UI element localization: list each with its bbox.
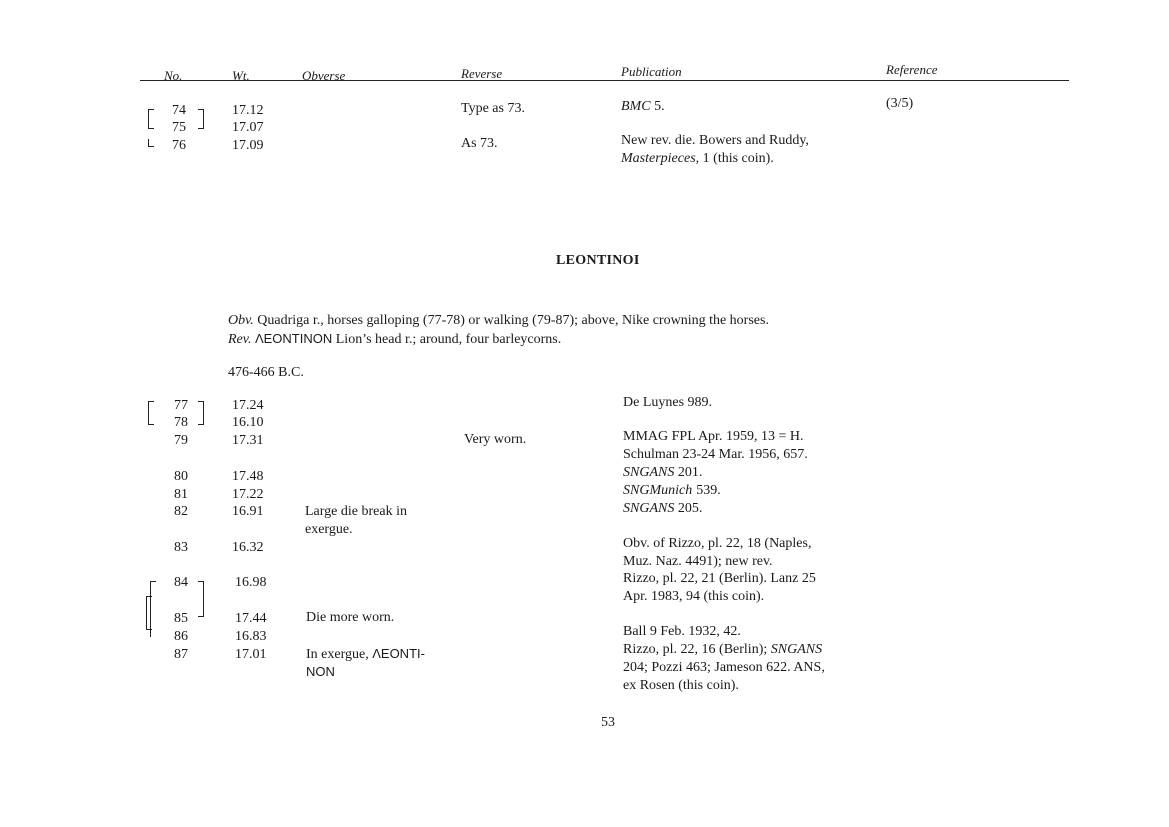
header-obverse: Obverse	[302, 68, 346, 83]
row-74-publication: BMC 5.	[621, 99, 665, 114]
row-87-obverse-line2: NON	[306, 664, 335, 679]
page-number: 53	[601, 715, 615, 730]
die-link-bracket-corner	[148, 139, 154, 147]
row-79-publication-line2: Schulman 23-24 Mar. 1956, 657.	[623, 447, 808, 462]
row-87-obverse-line1: In exergue, ΛEONTI-	[306, 646, 425, 662]
row-78-no: 78	[174, 415, 188, 430]
row-87-no: 87	[174, 647, 188, 662]
row-85-obverse: Die more worn.	[306, 610, 395, 625]
row-79-no: 79	[174, 433, 188, 448]
row-87-publication-line2: 204; Pozzi 463; Jameson 622. ANS,	[623, 660, 825, 675]
die-link-bracket-right	[198, 581, 204, 617]
row-79-publication-line1: MMAG FPL Apr. 1959, 13 = H.	[623, 429, 804, 444]
row-82-wt: 16.91	[232, 504, 264, 519]
die-link-bracket-right	[198, 401, 204, 425]
row-76-reverse: As 73.	[461, 136, 498, 151]
row-77-no: 77	[174, 398, 188, 413]
obverse-description: Obv. Quadriga r., horses galloping (77-78) or walking (79-87); above, Nike crowning the horses.	[228, 313, 769, 328]
row-84-publication-line2: Apr. 1983, 94 (this coin).	[623, 589, 765, 604]
row-87-publication-line3: ex Rosen (this coin).	[623, 678, 739, 693]
row-85-no: 85	[174, 611, 188, 626]
row-74-wt: 17.12	[232, 103, 264, 118]
row-85-wt: 17.44	[235, 611, 267, 626]
row-84-no: 84	[174, 575, 188, 590]
section-title: LEONTINOI	[556, 253, 640, 268]
row-86-publication: Ball 9 Feb. 1932, 42.	[623, 624, 741, 639]
row-75-no: 75	[172, 120, 186, 135]
row-83-no: 83	[174, 540, 188, 555]
die-link-bracket-inner	[146, 596, 152, 630]
row-81-wt: 17.22	[232, 487, 264, 502]
date-range: 476-466 B.C.	[228, 365, 304, 380]
row-77-publication: De Luynes 989.	[623, 395, 713, 410]
row-84-publication-line1: Rizzo, pl. 22, 21 (Berlin). Lanz 25	[623, 571, 816, 586]
row-80-wt: 17.48	[232, 469, 264, 484]
row-75-wt: 17.07	[232, 120, 264, 135]
row-76-wt: 17.09	[232, 138, 264, 153]
row-80-no: 80	[174, 469, 188, 484]
header-reverse: Reverse	[461, 66, 503, 81]
row-80-publication: SNGANS 201.	[623, 465, 703, 480]
row-76-publication-line2: Masterpieces, 1 (this coin).	[621, 151, 774, 166]
die-link-bracket-left	[148, 109, 154, 129]
row-82-no: 82	[174, 504, 188, 519]
header-publication: Publication	[621, 64, 682, 79]
row-78-wt: 16.10	[232, 415, 264, 430]
row-74-no: 74	[172, 103, 186, 118]
row-81-no: 81	[174, 487, 188, 502]
row-82-publication: SNGANS 205.	[623, 501, 703, 516]
die-link-bracket-left	[148, 401, 154, 425]
row-83-publication-line1: Obv. of Rizzo, pl. 22, 18 (Naples,	[623, 536, 812, 551]
row-83-publication-line2: Muz. Naz. 4491); new rev.	[623, 554, 773, 569]
row-76-publication-line1: New rev. die. Bowers and Ruddy,	[621, 133, 809, 148]
row-87-publication-line1: Rizzo, pl. 22, 16 (Berlin); SNGANS	[623, 642, 823, 657]
row-79-reverse: Very worn.	[464, 432, 527, 447]
header-wt: Wt.	[232, 68, 250, 83]
row-86-no: 86	[174, 629, 188, 644]
header-reference: Reference	[886, 62, 938, 77]
die-link-bracket-right	[198, 109, 204, 129]
row-79-wt: 17.31	[232, 433, 264, 448]
header-rule	[140, 80, 1069, 81]
row-86-wt: 16.83	[235, 629, 267, 644]
row-82-obverse-line2: exergue.	[305, 522, 353, 537]
row-87-wt: 17.01	[235, 647, 267, 662]
row-83-wt: 16.32	[232, 540, 264, 555]
row-84-wt: 16.98	[235, 575, 267, 590]
reverse-description: Rev. ΛEONTINON Lion’s head r.; around, four barleycorns.	[228, 331, 562, 347]
row-74-reference: (3/5)	[886, 96, 914, 111]
row-81-publication: SNGMunich 539.	[623, 483, 721, 498]
row-74-reverse: Type as 73.	[461, 101, 525, 116]
header-no: No.	[164, 68, 183, 83]
row-77-wt: 17.24	[232, 398, 264, 413]
row-82-obverse-line1: Large die break in	[305, 504, 407, 519]
row-76-no: 76	[172, 138, 186, 153]
